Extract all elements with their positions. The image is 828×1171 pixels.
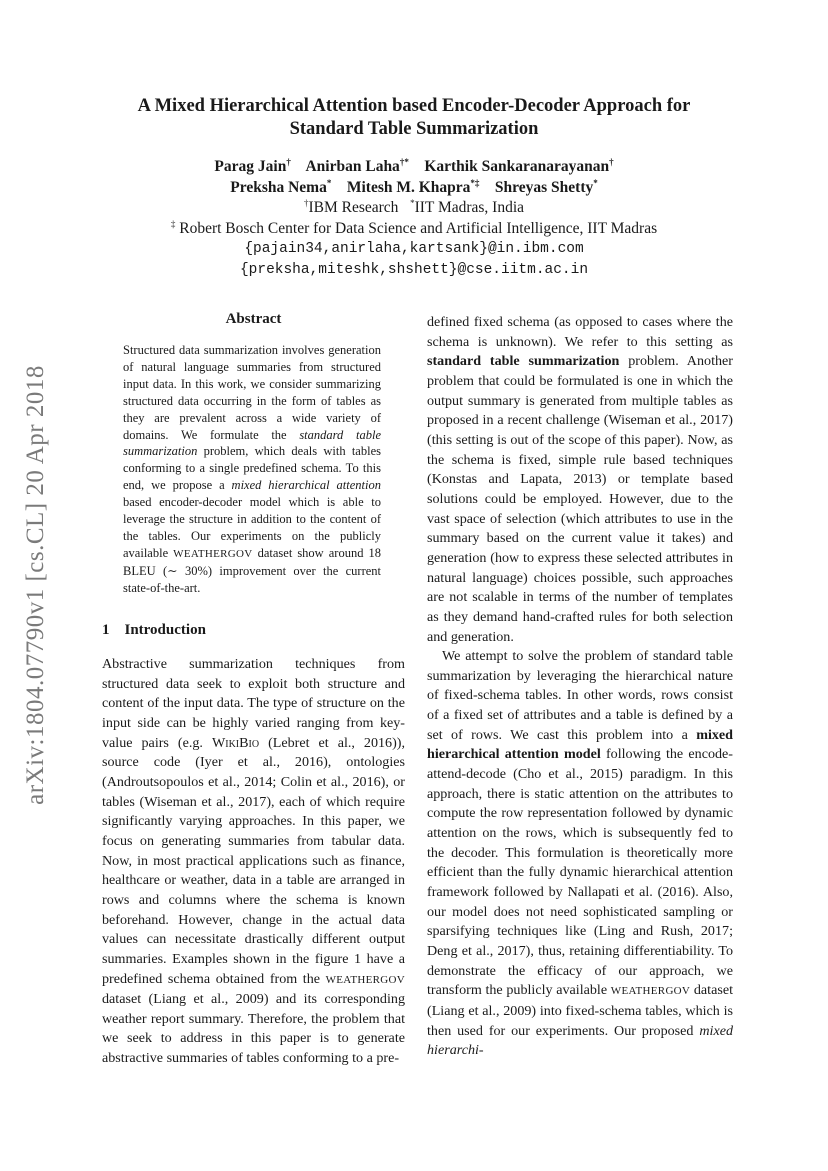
- author-name: Anirban Laha: [305, 158, 400, 175]
- right-column-body: [427, 313, 733, 1061]
- section-heading-introduction: [102, 622, 206, 639]
- dataset-name: WEATHERGOV: [325, 973, 405, 986]
- affiliation-mark: †: [303, 197, 309, 208]
- abstract-emphasis: standard table summarization: [123, 427, 382, 459]
- section-title: Introduction: [124, 622, 206, 638]
- abstract-text: Structured data summarization involves generation of natural language summaries from structured input data. In this work, we consider summarizing structured data occurring in the form of tables as they are prevalent across a wide variety of domains. We formulate the: [123, 343, 381, 442]
- author-line-2: [60, 178, 768, 199]
- author-name: Mitesh M. Khapra: [346, 178, 471, 196]
- title-line-2: Standard Table Summarization: [289, 119, 539, 139]
- affiliation-mark: *: [326, 177, 332, 188]
- body-text: We attempt to solve the problem of standard table summarization by leveraging the hierarchical nature of fixed-schema tables. In other words, rows consist of a fixed set of attributes and a table is defined by a set of rows. We cast this problem into a: [427, 648, 733, 743]
- affiliation-ibm: IBM Research: [308, 199, 399, 216]
- dataset-name: WikiBio: [211, 734, 260, 751]
- paragraph: [427, 313, 733, 647]
- author-name: Shreyas Shetty: [494, 178, 594, 196]
- dataset-name: WEATHERGOV: [610, 985, 691, 998]
- affiliation-mark: †: [286, 156, 291, 167]
- paper-title: [60, 95, 768, 141]
- author-name: Preksha Nema: [230, 178, 327, 196]
- affiliation-mark: †*: [399, 156, 409, 167]
- author-name: Karthik Sankaranarayanan: [424, 158, 610, 175]
- affiliation-mark: *: [593, 177, 598, 188]
- title-line-1: A Mixed Hierarchical Attention based Encoder-Decoder Approach for: [137, 96, 691, 116]
- body-text: (Lebret et al., 2016)), source code (Iyer et al., 2016), ontologies (Androutsopoulos et al., 2014; Colin et al., 2016), or tables (Wiseman et al., 2017), each of which require significantly varying approaches. In this paper, we focus on generating summaries from tabular data. Now, in most practical applications such as finance, healthcare or weather, data in a table are arranged in rows and columns where the schema is known beforehand. However, change in the actual data values can necessitate drastically different output summaries. Examples shown in the figure 1 have a predefined schema obtained from the: [102, 734, 405, 987]
- body-text: dataset (Liang et al., 2009) into fixed-schema tables, which is then used for our experiments. Our proposed: [427, 982, 733, 1039]
- arxiv-stamp[interactable]: arXiv:1804.07790v1 [cs.CL] 20 Apr 2018: [22, 365, 49, 805]
- affiliation-line-2: [60, 219, 768, 240]
- email-iitm[interactable]: {preksha,miteshk,shshett}@cse.iitm.ac.in: [239, 261, 589, 278]
- section-number: 1: [102, 622, 110, 638]
- affiliation-mark: *‡: [470, 177, 480, 188]
- affiliation-mark: ‡: [170, 218, 176, 229]
- dataset-name: WEATHERGOV: [173, 547, 253, 560]
- author-name: Parag Jain: [214, 158, 287, 175]
- affiliation-mark: †: [609, 156, 614, 167]
- abstract-text: problem, which deals with tables conforming to a single predefined schema. To this end, we propose a: [123, 444, 381, 493]
- abstract-text: based encoder-decoder model which is able to leverage the structure in addition to the content of the tables. Our experiments on the publicly available: [123, 495, 381, 560]
- affiliation-line-1: [60, 198, 768, 219]
- abstract-emphasis: mixed hierarchical attention: [231, 478, 381, 493]
- paragraph: [427, 647, 733, 1061]
- author-block: [60, 157, 768, 280]
- bold-term: standard table summarization: [427, 353, 620, 370]
- bold-term: mixed hierarchical attention model: [427, 726, 733, 763]
- left-column-body: [102, 655, 405, 1069]
- affiliation-mark: *: [410, 197, 415, 208]
- abstract-text: dataset show around 18 BLEU (∼ 30%) improvement over the current state-of-the-art.: [123, 545, 381, 595]
- body-text: defined fixed schema (as opposed to cases where the schema is unknown). We refer to this setting as: [427, 314, 733, 350]
- email-ibm[interactable]: {pajain34,anirlaha,kartsank}@in.ibm.com: [244, 241, 584, 257]
- abstract-heading: Abstract: [225, 311, 282, 327]
- emphasis-text: mixed hierarchi-: [427, 1022, 733, 1059]
- paragraph: [102, 655, 405, 1069]
- affiliation-iitm: IIT Madras, India: [414, 199, 525, 216]
- body-text: problem. Another problem that could be formulated is one in which the output summary is generated from multiple tables as proposed in a recent challenge (Wiseman et al., 2017) (this setting is out of the scope of this paper). Now, as the schema is fixed, simple rule based techniques (Konstas and Lapata, 2013) or template based solutions could be employed. However, due to the vast space of selection (which attributes to use in the summary based on the current value it takes) and generation (how to express these selected attributes in natural language) choices possible, such approaches are not scalable in terms of the number of templates as they demand hand-crafted rules for both selection and generation.: [427, 353, 733, 645]
- body-text: Abstractive summarization techniques from structured data seek to exploit both structure and content of the input data. The type of structure on the input side can be highly varied ranging from key-value pairs (e.g.: [102, 656, 405, 751]
- affiliation-bosch: Robert Bosch Center for Data Science and Artificial Intelligence, IIT Madras: [179, 219, 658, 237]
- abstract-body: [123, 342, 381, 597]
- author-line-1: [60, 157, 768, 178]
- body-text: following the encode-attend-decode (Cho et al., 2015) paradigm. In this approach, there is static attention on the attributes to compute the row representation followed by dynamic attention on the rows, which is subsequently fed to the decoder. This formulation is theoretically more efficient than the fully dynamic hierarchical attention framework followed by Nallapati et al. (2016). Also, our model does not need sophisticated sampling or sparsifying techniques like (Ling and Rush, 2017; Deng et al., 2017), thus, retaining differentiability. To demonstrate the efficacy of our approach, we transform the publicly available: [427, 746, 733, 999]
- body-text: dataset (Liang et al., 2009) and its corresponding weather report summary. Therefore, the problem that we seek to address in this paper is to generate abstractive summaries of tables conforming to a pre-: [102, 991, 405, 1067]
